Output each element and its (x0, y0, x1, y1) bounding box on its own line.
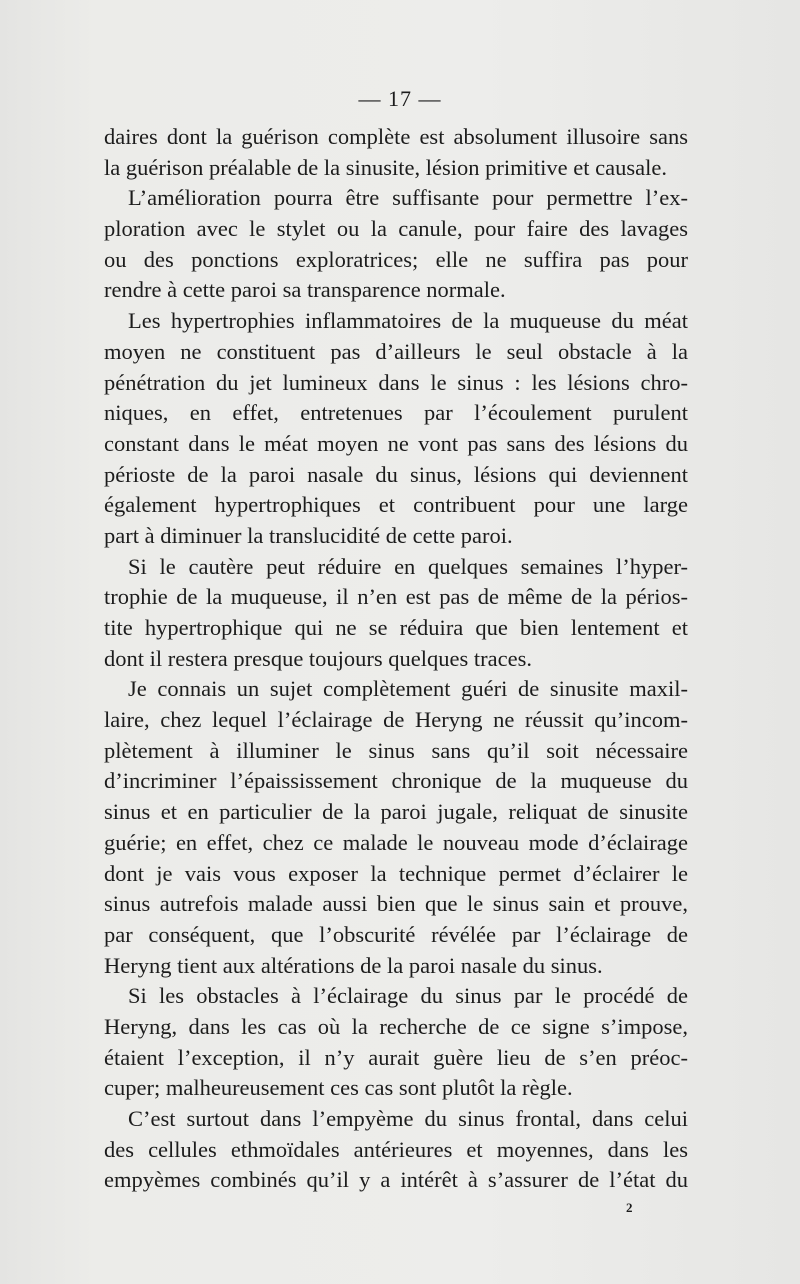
text-line: empyèmes combinés qu’il y a intérêt à s’assurer de l’état du (104, 1167, 688, 1193)
text-line: moyen ne constituent pas d’ailleurs le seul obstacle à la (104, 338, 688, 364)
text-line: la guérison préalable de la sinusite, lésion primitive et causale. (104, 154, 667, 180)
text-line: périoste de la paroi nasale du sinus, lésions qui deviennent (104, 461, 688, 487)
text-line: laire, chez lequel l’éclairage de Heryng ne réussit qu’incom- (104, 707, 688, 733)
text-line: également hypertrophiques et contribuent pour une large (104, 492, 688, 518)
text-line: cuper; malheureusement ces cas sont plutôt la règle. (104, 1075, 573, 1101)
text-line: sinus et en particulier de la paroi jugale, reliquat de sinusite (104, 799, 688, 825)
text-line: étaient l’exception, il n’y aurait guère lieu de s’en préoc- (104, 1044, 688, 1070)
text-line: Heryng tient aux altérations de la paroi nasale du sinus. (104, 952, 603, 978)
text-line: ou des ponctions exploratrices; elle ne suffira pas pour (104, 246, 688, 272)
page-number: — 17 — (358, 86, 442, 111)
text-line: Si les obstacles à l’éclairage du sinus par le procédé de (128, 983, 688, 1009)
text-line: rendre à cette paroi sa transparence normale. (104, 277, 506, 303)
text-line: pénétration du jet lumineux dans le sinus : les lésions chro- (104, 369, 688, 395)
text-line: Si le cautère peut réduire en quelques semaines l’hyper- (128, 553, 688, 579)
text-line: tite hypertrophique qui ne se réduira que bien lentement et (104, 615, 688, 640)
text-line: Heryng, dans les cas où la recherche de ce signe s’impose, (104, 1013, 688, 1039)
text-line: part à diminuer la translucidité de cette paroi. (104, 522, 513, 548)
text-line: guérie; en effet, chez ce malade le nouveau mode d’éclairage (104, 829, 688, 855)
text-line: d’incriminer l’épaississement chronique de la muqueuse du (104, 768, 688, 794)
text-line: Je connais un sujet complètement guéri de sinusite maxil- (128, 676, 688, 702)
text-line: sinus autrefois malade aussi bien que le sinus sain et prouve, (104, 891, 688, 917)
text-line: constant dans le méat moyen ne vont pas sans des lésions du (104, 430, 688, 456)
body-text (104, 122, 688, 1196)
text-line: dont il restera presque toujours quelques traces. (104, 645, 532, 671)
text-line: L’amélioration pourra être suffisante pour permettre l’ex- (128, 185, 688, 211)
text-line: par conséquent, que l’obscurité révélée par l’éclairage de (104, 921, 688, 947)
text-line: des cellules ethmoïdales antérieures et moyennes, dans les (104, 1136, 688, 1162)
text-line: dont je vais vous exposer la technique permet d’éclairer le (104, 860, 688, 886)
printer-signature-mark: 2 (626, 1200, 633, 1215)
text-line: ploration avec le stylet ou la canule, pour faire des lavages (104, 216, 688, 242)
text-line: C’est surtout dans l’empyème du sinus frontal, dans celui (128, 1106, 688, 1131)
text-line: niques, en effet, entretenues par l’écoulement purulent (104, 400, 688, 426)
text-line: plètement à illuminer le sinus sans qu’il soit nécessaire (104, 737, 688, 763)
text-line: daires dont la guérison complète est absolument illusoire sans (104, 124, 688, 149)
text-line: trophie de la muqueuse, il n’en est pas de même de la périos- (104, 584, 688, 610)
text-line: Les hypertrophies inflammatoires de la muqueuse du méat (128, 308, 688, 334)
